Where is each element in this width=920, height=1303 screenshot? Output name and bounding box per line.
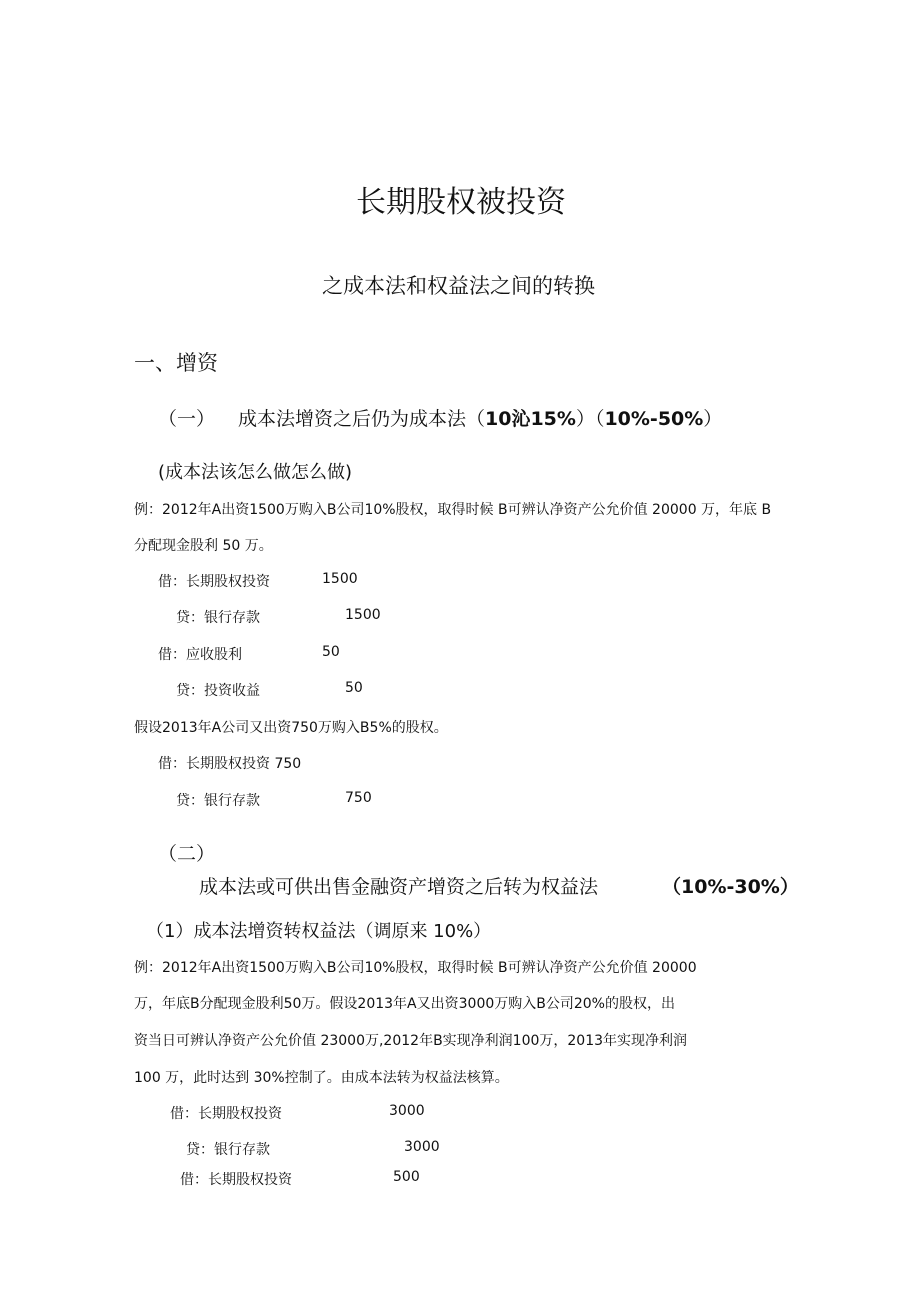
assumption-text: 假设2013年A公司又出资750万购入B5%的股权。: [134, 720, 448, 736]
part2-number: （二）: [158, 843, 216, 865]
journal-entry-credit: 贷：银行存款: [186, 1142, 270, 1158]
example-text: 资当日可辨认净资产公允价值 23000万,2012年B实现净利润100万，2013年实现净利润: [134, 1033, 688, 1049]
journal-entry-debit: 借：长期股权投资: [158, 574, 270, 590]
part2-heading: 成本法或可供出售金融资产增资之后转为权益法: [199, 876, 599, 898]
journal-amount: 1500: [345, 607, 381, 623]
journal-entry-debit: 借：长期股权投资 750: [158, 756, 302, 772]
part1-heading: 成本法增资之后仍为成本法（10沁15%）（10%-50%）: [238, 408, 723, 430]
journal-entry-debit: 借：应收股利: [158, 647, 242, 663]
document-title: 长期股权被投资: [356, 185, 566, 220]
part2-subheading: （1）成本法增资转权益法（调原来 10%）: [146, 921, 492, 942]
journal-entry-debit: 借：长期股权投资: [170, 1106, 282, 1122]
example-text: 例：2012年A出资1500万购入B公司10%股权，取得时候 B可辨认净资产公允价值 20000: [134, 960, 697, 976]
journal-amount: 3000: [404, 1139, 440, 1155]
example-text: 例：2012年A出资1500万购入B公司10%股权，取得时候 B可辨认净资产公允价值 20000 万，年底 B: [134, 502, 772, 518]
document-subtitle: 之成本法和权益法之间的转换: [322, 274, 595, 298]
journal-amount: 500: [393, 1169, 420, 1185]
journal-amount: 50: [345, 680, 363, 696]
journal-amount: 50: [322, 644, 340, 660]
part1-note: (成本法该怎么做怎么做): [158, 462, 353, 483]
journal-entry-credit: 贷：银行存款: [176, 610, 260, 626]
part1-number: （一）: [158, 408, 216, 430]
journal-entry-credit: 贷：银行存款: [176, 793, 260, 809]
journal-amount: 3000: [389, 1103, 425, 1119]
example-text: 万，年底B分配现金股利50万。假设2013年A又出资3000万购入B公司20%的股权，出: [134, 996, 675, 1012]
part2-range: （10%-30%）: [662, 876, 799, 898]
example-text: 分配现金股利 50 万。: [134, 538, 273, 554]
journal-amount: 750: [345, 790, 372, 806]
journal-amount: 1500: [322, 571, 358, 587]
journal-entry-credit: 贷：投资收益: [176, 683, 260, 699]
journal-entry-debit: 借：长期股权投资: [180, 1172, 292, 1188]
section-heading-increase: 一、增资: [134, 351, 218, 375]
example-text: 100 万，此时达到 30%控制了。由成本法转为权益法核算。: [134, 1070, 509, 1086]
